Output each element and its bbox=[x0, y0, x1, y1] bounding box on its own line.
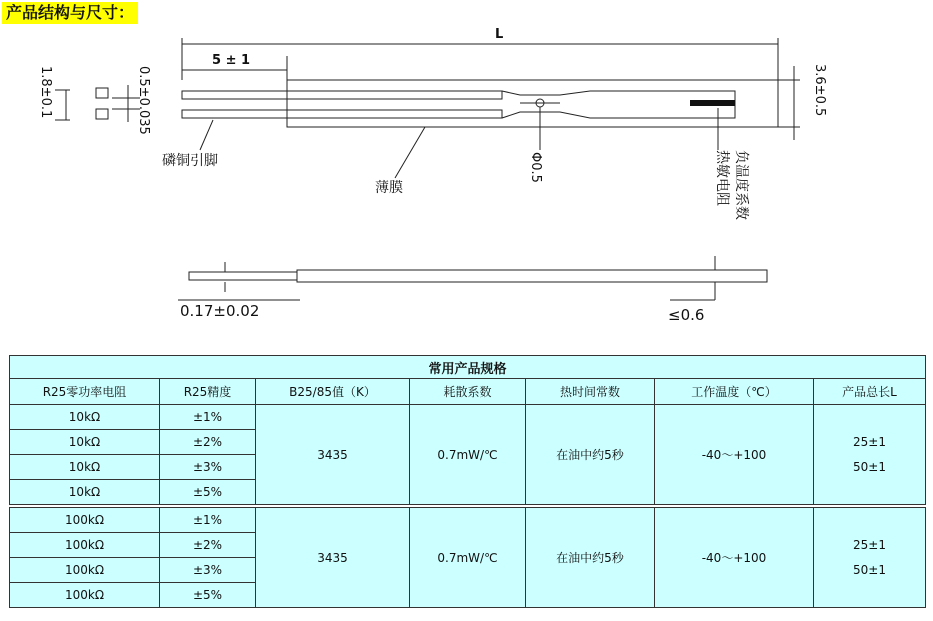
header-dissipation: 耗散系数 bbox=[410, 379, 526, 405]
length-50: 50±1 bbox=[853, 459, 886, 474]
leader-leads bbox=[200, 120, 213, 150]
dim-pin-width-text: 1.8±0.1 bbox=[38, 66, 53, 119]
length-50: 50±1 bbox=[853, 562, 886, 577]
table-caption: 常用产品规格 bbox=[10, 356, 926, 379]
cell-temperature: -40～+100 bbox=[655, 405, 814, 505]
cell-resistance: 100kΩ bbox=[10, 508, 160, 533]
cell-temperature: -40～+100 bbox=[655, 508, 814, 608]
leader-film bbox=[395, 127, 425, 178]
cell-tolerance: ±5% bbox=[160, 480, 256, 505]
cell-dissipation: 0.7mW/℃ bbox=[410, 508, 526, 608]
spec-table bbox=[9, 355, 926, 608]
header-temperature: 工作温度（℃） bbox=[655, 379, 814, 405]
side-lead bbox=[189, 272, 297, 280]
header-tolerance: R25精度 bbox=[160, 379, 256, 405]
length-25: 25±1 bbox=[853, 434, 886, 449]
table-row bbox=[10, 508, 926, 533]
cell-b-value: 3435 bbox=[256, 405, 410, 505]
dim-l-text: L bbox=[495, 27, 504, 42]
cell-time-constant: 在油中约5秒 bbox=[526, 405, 655, 505]
dim-thickness-body-text: ≤0.6 bbox=[668, 306, 705, 324]
cell-tolerance: ±3% bbox=[160, 455, 256, 480]
cell-resistance: 100kΩ bbox=[10, 533, 160, 558]
cell-resistance: 10kΩ bbox=[10, 430, 160, 455]
cell-tolerance: ±5% bbox=[160, 583, 256, 608]
lead-upper bbox=[182, 91, 502, 99]
section-title: 产品结构与尺寸： bbox=[2, 2, 138, 24]
side-body bbox=[297, 270, 767, 282]
lead-lower bbox=[182, 110, 502, 118]
cell-resistance: 10kΩ bbox=[10, 455, 160, 480]
cell-dissipation: 0.7mW/℃ bbox=[410, 405, 526, 505]
cell-tolerance: ±2% bbox=[160, 430, 256, 455]
cell-length bbox=[814, 508, 926, 608]
header-resistance: R25零功率电阻 bbox=[10, 379, 160, 405]
cell-resistance: 10kΩ bbox=[10, 405, 160, 430]
label-film: 薄膜 bbox=[375, 180, 403, 196]
dim-pin-gap-text: 0.5±0.035 bbox=[136, 66, 151, 135]
cell-tolerance: ±2% bbox=[160, 533, 256, 558]
cell-resistance: 10kΩ bbox=[10, 480, 160, 505]
header-length: 产品总长L bbox=[814, 379, 926, 405]
header-time-constant: 热时间常数 bbox=[526, 379, 655, 405]
cell-resistance: 100kΩ bbox=[10, 583, 160, 608]
table-row bbox=[10, 405, 926, 430]
label-ntc-1: 负温度系数 bbox=[733, 150, 749, 220]
length-25: 25±1 bbox=[853, 537, 886, 552]
thermistor-element bbox=[690, 100, 735, 106]
dim-body-width-text: 3.6±0.5 bbox=[812, 64, 827, 117]
dim-thickness-lead-text: 0.17±0.02 bbox=[180, 302, 260, 320]
cell-tolerance: ±1% bbox=[160, 508, 256, 533]
cell-tolerance: ±3% bbox=[160, 558, 256, 583]
cell-length bbox=[814, 405, 926, 505]
dim-lead-text: 5 ± 1 bbox=[212, 53, 251, 68]
label-dia: Φ0.5 bbox=[528, 152, 543, 183]
label-ntc-2: 热敏电阻 bbox=[714, 150, 730, 206]
cell-time-constant: 在油中约5秒 bbox=[526, 508, 655, 608]
header-b-value: B25/85值（K） bbox=[256, 379, 410, 405]
cell-tolerance: ±1% bbox=[160, 405, 256, 430]
cell-resistance: 100kΩ bbox=[10, 558, 160, 583]
cell-b-value: 3435 bbox=[256, 508, 410, 608]
label-leads: 磷铜引脚 bbox=[162, 153, 218, 169]
